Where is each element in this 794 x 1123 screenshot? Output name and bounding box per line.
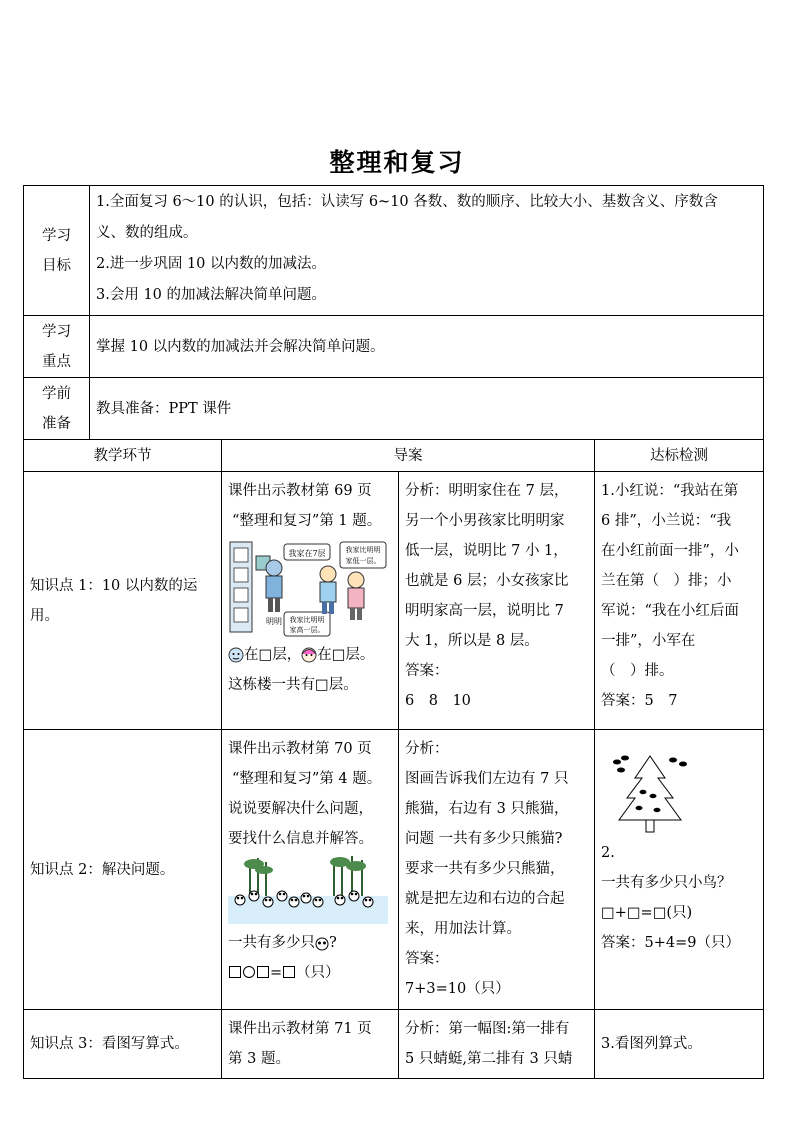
girl-face-icon (301, 647, 317, 663)
analysis-cell: 分析： 图画告诉我们左边有 7 只 熊猫，右边有 3 只熊猫， 问题 一共有多少只熊猫? 要求一共有多少只熊猫， 就是把左边和右边的合起 来，用加法计算。 答案： 7+3=10（只） (399, 730, 595, 1010)
key-points-text: 掌握 10 以内数的加减法并会解决简单问题。 (90, 316, 764, 378)
section-cell: 知识点 1：10 以内数的运用。 (24, 472, 222, 730)
tree-birds-illustration (605, 748, 695, 838)
knowledge-row-3 (24, 1010, 764, 1079)
lesson-plan-table (23, 185, 764, 1079)
check-number: 2. (601, 845, 615, 861)
objectives-label: 学习 目标 (24, 186, 90, 316)
check-cell: 1.小红说：“我站在第 6 排”，小兰说：“我 在小红前面一排”，小 兰在第（ ）排；小 军说：“我在小红后面 一排”，小军在 （ ）排。 答案：5 7 (595, 472, 764, 730)
question-floors: 在□层， 在□层。 (228, 640, 392, 670)
key-points-row (24, 316, 764, 378)
header-teaching-step: 教学环节 (24, 440, 222, 472)
check-answer: 答案：5+4=9（只） (601, 935, 740, 951)
objectives-row (24, 186, 764, 316)
preparation-text: 教具准备：PPT 课件 (90, 378, 764, 440)
guide-cell: 课件出示教材第 69 页 “整理和复习”第 1 题。 我家在7层 我家比明明 家低一层。 我家比明明 家高一层。 明明 在□层， 在□层。 这栋楼一共有□层。 (222, 472, 399, 730)
objective-line: 1.全面复习 6～10 的认识，包括：认读写 6~10 各数、数的顺序、比较大小、基数含义、序数含 (96, 194, 718, 210)
header-guide: 导案 (222, 440, 595, 472)
header-row (24, 440, 764, 472)
speech-bubble-text: 我家在7层 (288, 549, 326, 558)
equation-blank: = （只） (228, 958, 392, 988)
svg-text:家高一层。: 家高一层。 (289, 626, 325, 634)
boy-face-icon (228, 647, 244, 663)
pandas-illustration (228, 856, 388, 926)
check-equation: □+□=□(只) (601, 905, 693, 921)
header-check: 达标检测 (595, 440, 764, 472)
panda-icon (315, 937, 329, 951)
guide-cell: 课件出示教材第 70 页 “整理和复习”第 4 题。 说说要解决什么问题， 要找什么信息并解答。 一共有多少只 ? = （只） (222, 730, 399, 1010)
preparation-row (24, 378, 764, 440)
guide-cell: 课件出示教材第 71 页 第 3 题。 (222, 1010, 399, 1079)
building-illustration (228, 538, 388, 638)
analysis-cell: 分析：第一幅图:第一排有 5 只蜻蜓,第二排有 3 只蜻 (399, 1010, 595, 1079)
svg-text:家低一层。: 家低一层。 (345, 557, 381, 565)
check-cell: 3.看图列算式。 (595, 1010, 764, 1079)
speech-bubble-text: 我家比明明 (345, 546, 381, 554)
knowledge-row-2 (24, 730, 764, 1010)
knowledge-row-1 (24, 472, 764, 730)
page-title: 整理和复习 (329, 148, 465, 177)
objective-line: 3.会用 10 的加减法解决简单问题。 (96, 287, 327, 303)
question-total-floors: 这栋楼一共有□层。 (228, 677, 358, 693)
key-points-label: 学习 重点 (24, 316, 90, 378)
objective-line: 2.进一步巩固 10 以内数的加减法。 (96, 256, 327, 272)
speech-bubble-text: 我家比明明 (289, 616, 325, 624)
analysis-cell: 分析：明明家住在 7 层， 另一个小男孩家比明明家 低一层，说明比 7 小 1， 也就是 6 层；小女孩家比 明明家高一层，说明比 7 大 1，所以是 8 层。 答案： 6 8 10 (399, 472, 595, 730)
objective-line: 义、数的组成。 (96, 225, 198, 241)
preparation-label: 学前 准备 (24, 378, 90, 440)
section-cell: 知识点 2：解决问题。 (24, 730, 222, 1010)
section-cell: 知识点 3：看图写算式。 (24, 1010, 222, 1079)
figure-label: 明明 (266, 617, 282, 626)
question-pandas: 一共有多少只 ? (228, 935, 337, 951)
check-cell: 2. 一共有多少只小鸟？ □+□=□(只) 答案：5+4=9（只） (595, 730, 764, 1010)
objectives-content (90, 186, 764, 316)
